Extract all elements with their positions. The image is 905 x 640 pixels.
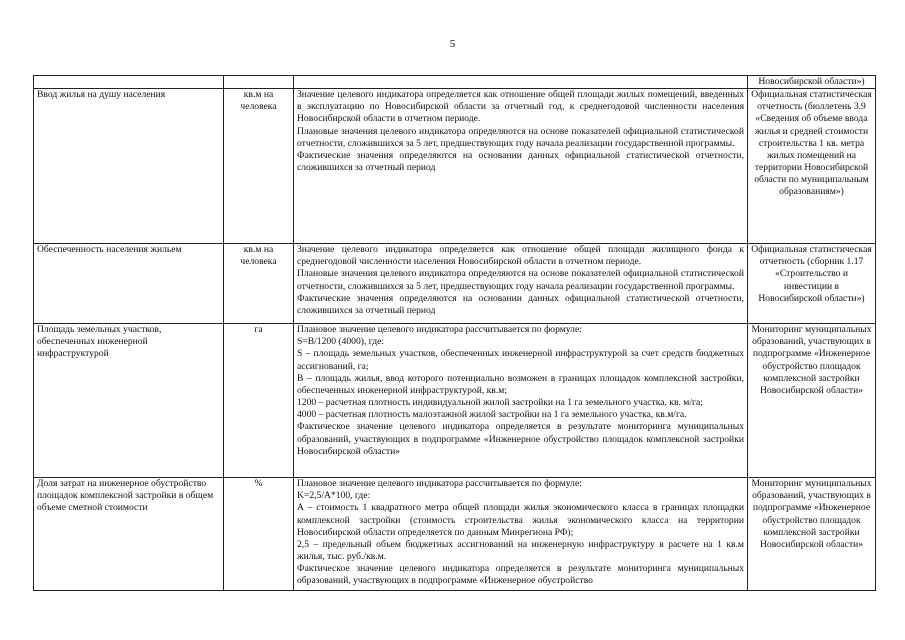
indicator-name bbox=[34, 76, 224, 89]
indicator-unit: кв.м на человека bbox=[224, 244, 294, 324]
description-paragraph: Плановое значение целевого индикатора рассчитывается по формуле: bbox=[297, 324, 582, 336]
description-paragraph: 2,5 – предельный объем бюджетных ассигнований на инженерную инфраструктуру в расчете на 1 кв.м жилья, тыс. руб./кв.м. bbox=[297, 538, 744, 563]
indicators-table bbox=[33, 75, 876, 591]
description-paragraph: Плановое значение целевого индикатора рассчитывается по формуле: bbox=[297, 478, 582, 490]
description-paragraph: Фактические значения определяются на основании данных официальной статистической отчетности, сложившихся за отчетный период bbox=[297, 149, 744, 174]
table-row bbox=[34, 89, 876, 244]
indicator-source: Мониторинг муниципальных образований, участвующих в подпрограмме «Инженерное обустройство площадок комплексной застройки Новосибирской области» bbox=[748, 324, 876, 478]
description-paragraph: Фактическое значение целевого индикатора определяется в результате мониторинга муниципальных образований, участвующих в подпрограмме «Инженерное обустройство площадок комплексной застройки Новосибирской области» bbox=[297, 421, 744, 457]
description-paragraph: Значение целевого индикатора определяется как отношение общей площади жилых помещений, введенных в эксплуатацию по Новосибирской области за отчетный год, к среднегодовой численности населения Новосибирской области в отчетном периоде. bbox=[297, 89, 744, 125]
indicator-unit bbox=[224, 76, 294, 89]
indicator-unit: кв.м на человека bbox=[224, 89, 294, 244]
indicator-source: Официальная статистическая отчетность (сборник 1.17 «Строительство и инвестиции в Новосибирской области») bbox=[748, 244, 876, 324]
table-row bbox=[34, 478, 876, 591]
description-paragraph: Значение целевого индикатора определяется как отношение общей площади жилищного фонда к среднегодовой численности населения Новосибирской области в отчетном периоде. bbox=[297, 244, 744, 268]
description-paragraph: Фактические значения определяются на основании данных официальной статистической отчетности, сложившихся за отчетный период bbox=[297, 292, 744, 316]
description-paragraph: K=2,5/A*100, где: bbox=[297, 490, 371, 502]
description-paragraph: Фактическое значение целевого индикатора определяется в результате мониторинга муниципальных образований, участвующих в подпрограмме «Инженерное обустройство bbox=[297, 563, 744, 587]
indicator-description bbox=[294, 76, 748, 89]
indicator-description bbox=[294, 244, 748, 324]
indicator-name: Обеспеченность населения жильем bbox=[34, 244, 224, 324]
table-row bbox=[34, 76, 876, 89]
indicator-description bbox=[294, 89, 748, 244]
description-paragraph: Плановые значения целевого индикатора определяются на основе показателей официальной статистической отчетности, сложившихся за 5 лет, предшествующих году начала реализации государственной программы. bbox=[297, 268, 744, 292]
indicator-name: Ввод жилья на душу населения bbox=[34, 89, 224, 244]
description-paragraph: Плановые значения целевого индикатора определяются на основе показателей официальной статистической отчетности, сложившихся за 5 лет, предшествующих году начала реализации государственной программы. bbox=[297, 125, 744, 149]
description-paragraph: A – стоимость 1 квадратного метра общей площади жилья экономического класса в границах площадки комплексной застройки (стоимость строительства жилья экономического класса на территории Новосибирской области определяется по данным Минрегиона РФ); bbox=[297, 502, 744, 538]
table-row bbox=[34, 244, 876, 324]
indicator-source: Официальная статистическая отчетность (бюллетень 3.9 «Сведения об объеме ввода жилья и средней стоимости строительства 1 кв. метра жилых помещений на территории Новосибирской области по муниципальным образованиям») bbox=[748, 89, 876, 244]
table-row bbox=[34, 324, 876, 478]
indicator-description bbox=[294, 324, 748, 478]
indicator-name: Доля затрат на инженерное обустройство площадок комплексной застройки в общем объеме сметной стоимости bbox=[34, 478, 224, 591]
description-paragraph: 1200 – расчетная плотность индивидуальной жилой застройки на 1 га земельного участка, кв. м/га; bbox=[297, 397, 703, 409]
description-paragraph: B – площадь жилья, ввод которого потенциально возможен в границах площадок комплексной застройки, обеспеченных инженерной инфраструктурой, кв.м; bbox=[297, 372, 744, 396]
description-paragraph: 4000 – расчетная плотность малоэтажной жилой застройки на 1 га земельного участка, кв.м/га. bbox=[297, 409, 687, 421]
indicator-source: Мониторинг муниципальных образований, участвующих в подпрограмме «Инженерное обустройство площадок комплексной застройки Новосибирской области» bbox=[748, 478, 876, 591]
description-paragraph: S – площадь земельных участков, обеспеченных инженерной инфраструктурой за счет средств бюджетных ассигнований, га; bbox=[297, 348, 744, 372]
indicator-unit: % bbox=[224, 478, 294, 591]
indicator-description bbox=[294, 478, 748, 591]
indicator-name: Площадь земельных участков, обеспеченных инженерной инфраструктурой bbox=[34, 324, 224, 478]
indicator-source: Новосибирской области») bbox=[748, 76, 876, 89]
description-paragraph: S=B/1200 (4000), где: bbox=[297, 336, 385, 348]
indicator-unit: га bbox=[224, 324, 294, 478]
page-number: 5 bbox=[449, 38, 456, 50]
